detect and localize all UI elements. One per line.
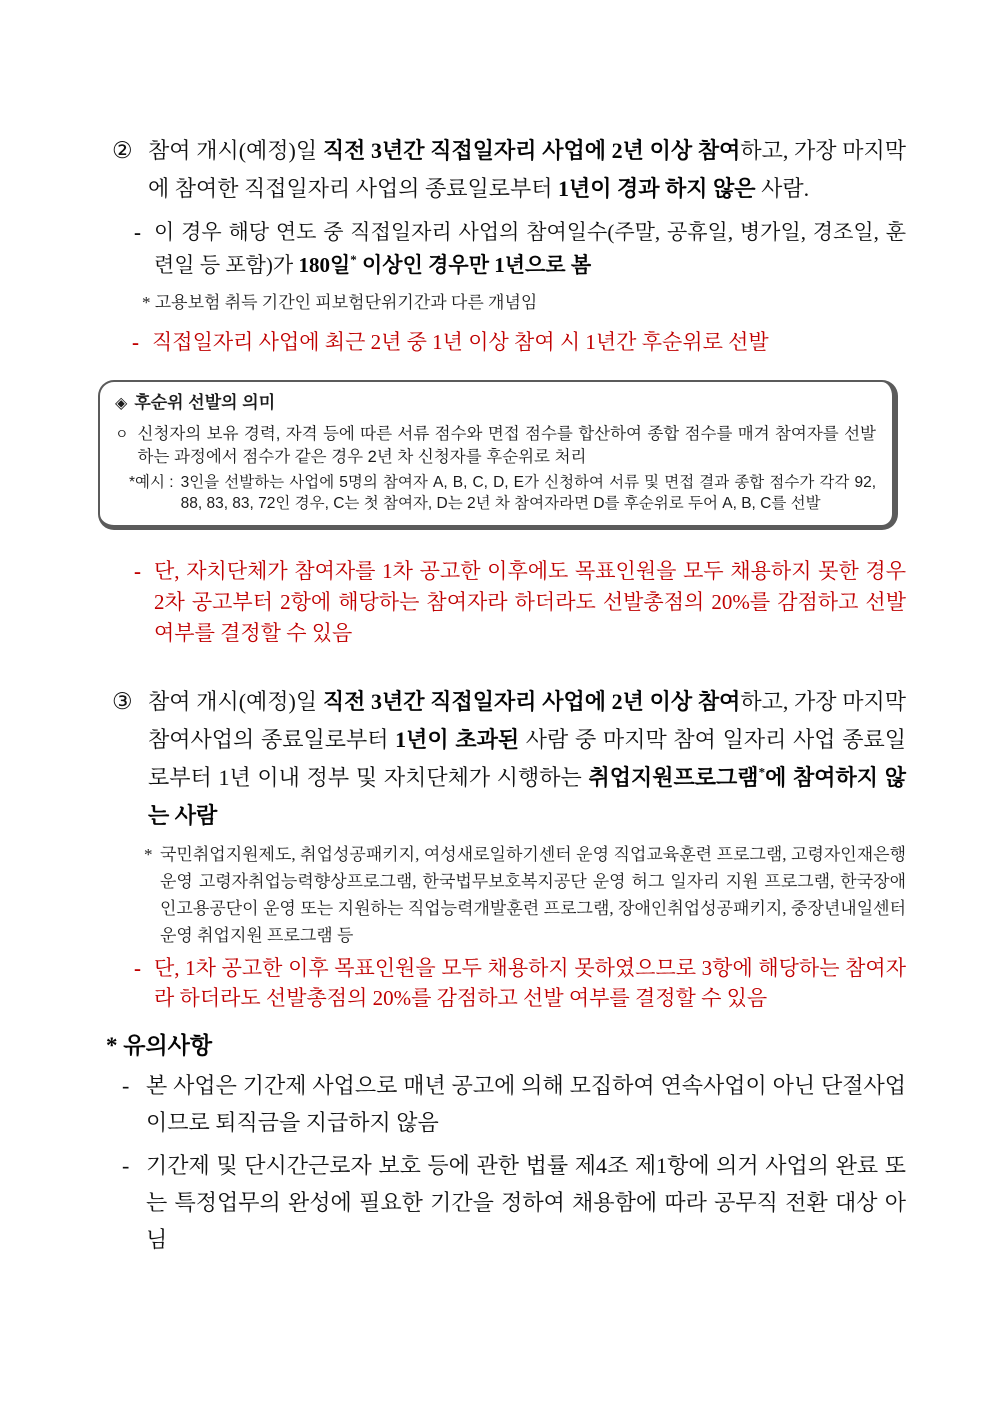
text-run-bold: 직전 3년간 직접일자리 사업에 2년 이상 참여 (322, 689, 741, 714)
dash-bullet: - (122, 1153, 130, 1178)
superscript-asterisk: * (350, 252, 357, 267)
text-run: 참여 개시(예정)일 (148, 138, 323, 163)
item-2-sub-paragraph (134, 216, 906, 282)
text-run-bold: 1년이 초과된 (395, 727, 520, 752)
example-text: 3인을 선발하는 사업에 5명의 참여자 A, B, C, D, E가 신청하여 서류 및 면접 결과 종합 점수가 각각 92, 88, 83, 83, 72인 경우, C는 첫 참여자, D는 2년 차 참여자라면 D를 후순위로 두어 A, B, C를 선발 (180, 474, 876, 512)
note-item-2 (122, 1147, 906, 1258)
item-3-footnote (144, 841, 906, 949)
text-run-red: 단, 1차 공고한 이후 목표인원을 모두 채용하지 못하였으므로 3항에 해당하는 참여자라 하더라도 선발총점의 20%를 감점하고 선발 여부를 결정할 수 있음 (154, 956, 906, 1010)
dash-bullet: - (122, 1073, 130, 1098)
text-run-bold: 이상인 경우만 1년으로 봄 (356, 253, 592, 277)
item-2-red-note (132, 328, 906, 356)
note-item-1 (122, 1067, 906, 1141)
dash-bullet: - (134, 220, 141, 244)
item-2-footnote: * 고용보험 취득 기간인 피보험단위기간과 다른 개념임 (142, 293, 538, 312)
asterisk-mark: * (144, 845, 153, 864)
text-run: 사람 중 마지막 참여 일자리 사업 종료일로부터 1년 이내 정부 및 자치단체가 시행하는 (148, 727, 906, 790)
text-run: 이 경우 해당 연도 중 직접일자리 사업의 참여일수(주말, 공휴일, 병가일, 경조일, 훈련일 등 포함)가 (154, 220, 906, 277)
info-box-title-row (115, 391, 876, 416)
dash-bullet: - (134, 559, 141, 583)
item-2-paragraph (112, 132, 906, 208)
text-run: 하고, 가장 마지막 참여사업의 종료일로부터 (148, 689, 906, 752)
item-3-paragraph (112, 683, 906, 835)
text-run-bold: 에 참여하지 않는 사람 (148, 765, 906, 828)
text-run-bold: 180일 (298, 253, 351, 277)
circle-bullet-icon: ㅇ (115, 426, 129, 442)
example-label: *예시 : (129, 474, 174, 491)
notes-heading: * 유의사항 (106, 1033, 213, 1058)
diamond-bullet-icon: ◈ (115, 395, 128, 412)
info-box-point-text: 신청자의 보유 경력, 자격 등에 따른 서류 점수와 면접 점수를 합산하여 종합 점수를 매겨 참여자를 선발하는 과정에서 점수가 같은 경우 2년 차 신청자를 후순위로 처리 (137, 425, 876, 466)
info-box-point (115, 423, 876, 469)
red-caution-block-2 (134, 953, 906, 1013)
superscript-asterisk: * (758, 764, 766, 780)
note-text: 본 사업은 기간제 사업으로 매년 공고에 의해 모집하여 연속사업이 아닌 단절사업이므로 퇴직금을 지급하지 않음 (146, 1073, 906, 1135)
text-run: 하고, 가장 마지막에 참여한 직접일자리 사업의 종료일로부터 (148, 138, 906, 201)
info-box-title: 후순위 선발의 의미 (134, 393, 276, 412)
text-run-bold: 취업지원프로그램 (588, 765, 759, 790)
red-caution-block-1 (134, 556, 906, 649)
text-run: 사람. (755, 176, 810, 201)
item-3-circled-number: ③ (112, 689, 133, 714)
info-box-example (129, 472, 876, 514)
text-run-bold: 1년이 경과 하지 않은 (558, 176, 756, 201)
text-run: 참여 개시(예정)일 (148, 689, 323, 714)
item-2-circled-number: ② (112, 138, 133, 163)
text-run-bold: 직전 3년간 직접일자리 사업에 2년 이상 참여 (322, 138, 741, 163)
note-text: 기간제 및 단시간근로자 보호 등에 관한 법률 제4조 제1항에 의거 사업의 완료 또는 특정업무의 완성에 필요한 기간을 정하여 채용함에 따라 공무직 전환 대상 아님 (146, 1153, 906, 1252)
text-run-red: 직접일자리 사업에 최근 2년 중 1년 이상 참여 시 1년간 후순위로 선발 (152, 330, 769, 354)
text-run-red: 단, 자치단체가 참여자를 1차 공고한 이후에도 목표인원을 모두 채용하지 못한 경우 2차 공고부터 2항에 해당하는 참여자라 하더라도 선발총점의 20%를 감점하고 선발 여부를 결정할 수 있음 (154, 559, 906, 645)
dash-bullet: - (132, 330, 139, 354)
dash-bullet: - (134, 956, 141, 980)
priority-selection-info-box (98, 380, 898, 530)
footnote-text: 국민취업지원제도, 취업성공패키지, 여성새로일하기센터 운영 직업교육훈련 프로그램, 고령자인재은행 운영 고령자취업능력향상프로그램, 한국법무보호복지공단 운영 허그 일자리 지원 프로그램, 한국장애인고용공단이 운영 또는 지원하는 직업능력개발훈련 프로그램, 장애인취업성공패키지, 중장년내일센터 운영 취업지원 프로그램 등 (160, 845, 906, 945)
